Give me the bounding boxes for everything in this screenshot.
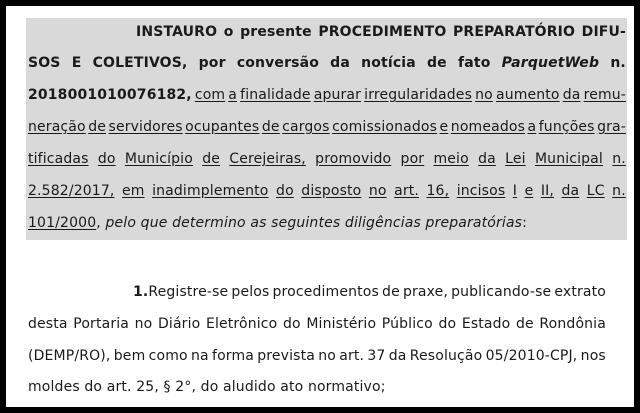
word: em [122, 183, 145, 199]
word: meio [433, 151, 469, 167]
word: LC [586, 183, 605, 199]
word: de [427, 55, 447, 71]
word: de [382, 284, 400, 300]
paragraph-line-3 [28, 85, 626, 105]
item-number: 1. [133, 284, 149, 300]
word: 2.582/2017, [28, 183, 115, 199]
word: de [516, 316, 534, 332]
item-1-line-3 [28, 346, 606, 366]
word: com [194, 87, 226, 103]
word: por [198, 55, 226, 71]
document-page [6, 6, 634, 407]
word: notícia [361, 55, 416, 71]
paragraph-line-4 [28, 117, 626, 137]
word: de [88, 119, 107, 135]
word: na [190, 348, 209, 364]
word: aumento [495, 87, 560, 103]
word: Ministério [306, 316, 377, 332]
word: da [388, 348, 407, 364]
word: Rondônia [539, 316, 606, 332]
word: funções [538, 119, 595, 135]
word: PROCEDIMENTO [318, 24, 447, 40]
word: INSTAURO [136, 24, 218, 40]
word: por [400, 151, 425, 167]
word: comissionados [332, 119, 438, 135]
word: disposto [301, 183, 362, 199]
word: irregularidades [364, 87, 473, 103]
word: da [561, 183, 580, 199]
word: Estado [461, 316, 511, 332]
word: n. [610, 55, 626, 71]
word: 37 [367, 348, 386, 364]
word: E [71, 55, 82, 71]
word: Eletrônico [205, 316, 278, 332]
word: servidores [108, 119, 183, 135]
word: de [202, 151, 221, 167]
word: Resolução [409, 348, 483, 364]
word: forma [212, 348, 254, 364]
word: e [439, 119, 449, 135]
word: 05/2010-CPJ, [485, 348, 578, 364]
comma: , [96, 215, 101, 231]
word: (DEMP/RO), [28, 348, 111, 364]
word: no [475, 87, 493, 103]
paragraph-line-6 [28, 181, 626, 201]
word: n. [612, 151, 626, 167]
law-reference: 101/2000 [28, 215, 97, 231]
word: procedimentos [272, 284, 379, 300]
colon: : [522, 215, 527, 231]
word: a [228, 87, 238, 103]
word: a [527, 119, 537, 135]
closing-phrase: pelo que determino as seguintes diligências preparatórias [105, 215, 523, 231]
paragraph-line-5 [28, 149, 626, 169]
word: da [562, 87, 581, 103]
word: n. [612, 183, 626, 199]
word: fato [458, 55, 491, 71]
word: DIFU- [581, 24, 626, 40]
word: apurar [313, 87, 362, 103]
word: publicando-se [451, 284, 552, 300]
item-1-first-word: 1.Registre-se [133, 284, 229, 300]
item-1-line-4: moldes do art. 25, § 2°, do aludido ato normativo; [28, 379, 386, 395]
word: desta [28, 316, 68, 332]
word: SOS [28, 55, 61, 71]
word: inadimplemento [152, 183, 269, 199]
word: no [368, 183, 387, 199]
item-1-line-1 [28, 282, 606, 302]
word: do [276, 183, 294, 199]
paragraph-line-7 [28, 213, 527, 233]
word: promovido [315, 151, 392, 167]
word: II, [540, 183, 554, 199]
word: neração [28, 119, 86, 135]
word: nos [580, 348, 606, 364]
word: presente [240, 24, 312, 40]
word: Município [124, 151, 193, 167]
paragraph-line-1 [28, 22, 626, 42]
word: pelos [231, 284, 270, 300]
word: cargos [282, 119, 330, 135]
word: extrato [554, 284, 606, 300]
word: Portaria [73, 316, 129, 332]
word: art. [339, 348, 365, 364]
word: prevista [257, 348, 315, 364]
word: praxe, [402, 284, 448, 300]
word: do [282, 316, 301, 332]
word: PREPARATÓRIO [452, 24, 576, 40]
parquetweb-number: 2018001010076182, [28, 87, 192, 103]
word: Lei [505, 151, 526, 167]
word: 16, [426, 183, 450, 199]
word: no [318, 348, 336, 364]
word: I [512, 183, 518, 199]
word: Diário [157, 316, 201, 332]
paragraph-line-2 [28, 53, 626, 73]
word: tificadas [28, 151, 89, 167]
word: Cerejeiras, [229, 151, 306, 167]
word: e [524, 183, 534, 199]
word: nomeados [450, 119, 526, 135]
word: de [261, 119, 280, 135]
word: do [438, 316, 457, 332]
word: ocupantes [185, 119, 260, 135]
word: da [478, 151, 496, 167]
item-1-line-2 [28, 314, 606, 334]
word: incisos [456, 183, 506, 199]
word: da [330, 55, 350, 71]
word: no [134, 316, 153, 332]
word: COLETIVOS, [92, 55, 188, 71]
word: finalidade [240, 87, 311, 103]
word: bem [113, 348, 146, 364]
word: ParquetWeb [501, 55, 600, 71]
word: gra- [597, 119, 626, 135]
word: conversão [236, 55, 319, 71]
word: Público [381, 316, 433, 332]
word: como [148, 348, 188, 364]
word: Municipal [534, 151, 603, 167]
word: do [97, 151, 116, 167]
word: remu- [583, 87, 626, 103]
word: o [223, 24, 234, 40]
word: art. [394, 183, 419, 199]
